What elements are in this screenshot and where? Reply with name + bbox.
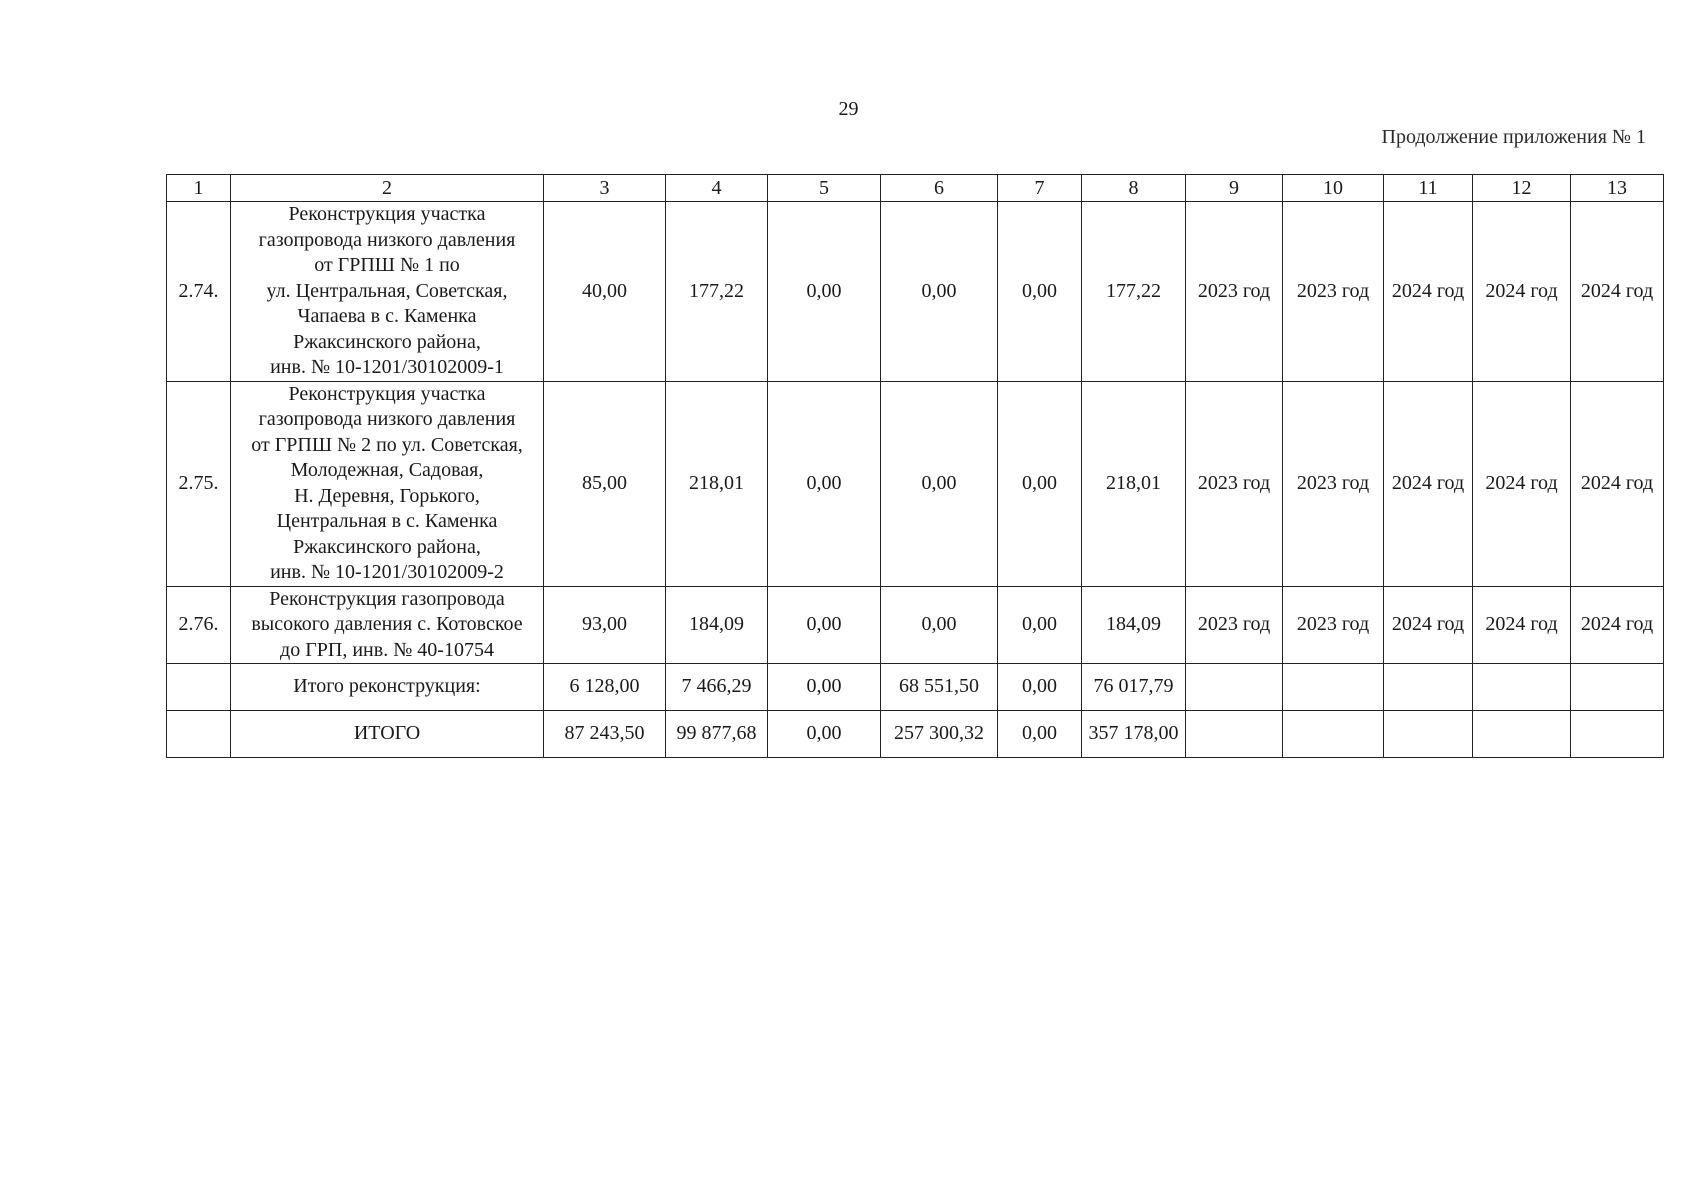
object-name-line: ул. Центральная, Советская,: [266, 279, 508, 302]
cell-col-6: 0,00: [881, 381, 998, 586]
empty-cell: [1186, 664, 1283, 711]
col-header-8: 8: [1082, 175, 1186, 202]
cell-col-10: 2023 год: [1283, 586, 1384, 664]
total-label: ИТОГО: [231, 711, 544, 758]
cell-col-3: 6 128,00: [544, 664, 666, 711]
total-row: [167, 711, 1664, 758]
object-name-line: газопровода низкого давления: [258, 408, 516, 430]
object-name: [231, 202, 544, 382]
object-name-line: Центральная в с. Каменка: [276, 510, 498, 532]
object-name-line: Ржаксинского района,: [293, 535, 481, 558]
col-header-3: 3: [544, 175, 666, 202]
col-header-4: 4: [666, 175, 768, 202]
col-header-5: 5: [768, 175, 881, 202]
cell-col-12: 2024 год: [1473, 202, 1571, 382]
object-name-line: Реконструкция газопровода: [269, 587, 505, 610]
row-number: 2.74.: [167, 202, 231, 382]
col-header-12: 12: [1473, 175, 1571, 202]
cell-col-8: 184,09: [1082, 586, 1186, 664]
cell-col-9: 2023 год: [1186, 381, 1283, 586]
object-name-line: Чапаева в с. Каменка: [297, 305, 477, 327]
object-name-line: Реконструкция участка: [288, 203, 486, 225]
cell-col-4: 7 466,29: [666, 664, 768, 711]
cell-col-6: 68 551,50: [881, 664, 998, 711]
cell-col-11: 2024 год: [1384, 586, 1473, 664]
cell-col-5: 0,00: [768, 711, 881, 758]
object-name-line: инв. № 10-1201/30102009-1: [270, 356, 504, 378]
col-header-7: 7: [998, 175, 1082, 202]
cell-col-10: 2023 год: [1283, 202, 1384, 382]
empty-cell: [1283, 711, 1384, 758]
object-name-line: инв. № 10-1201/30102009-2: [270, 561, 504, 583]
cell-col-6: 0,00: [881, 586, 998, 664]
col-header-10: 10: [1283, 175, 1384, 202]
cell-col-6: 0,00: [881, 202, 998, 382]
object-name-line: от ГРПШ № 2 по ул. Советская,: [251, 433, 523, 456]
cell-col-7: 0,00: [998, 711, 1082, 758]
appendix-continuation-note: Продолжение приложения № 1: [1381, 126, 1646, 148]
cell-col-11: 2024 год: [1384, 202, 1473, 382]
table-row: [167, 202, 1664, 382]
cell-col-3: 87 243,50: [544, 711, 666, 758]
empty-cell: [1473, 711, 1571, 758]
cell-col-5: 0,00: [768, 202, 881, 382]
object-name-line: от ГРПШ № 1 по: [314, 254, 460, 276]
cell-col-8: 218,01: [1082, 381, 1186, 586]
col-header-1: 1: [167, 175, 231, 202]
empty-cell: [1473, 664, 1571, 711]
col-header-11: 11: [1384, 175, 1473, 202]
object-name-line: газопровода низкого давления: [258, 228, 516, 251]
cell-col-3: 93,00: [544, 586, 666, 664]
cell-col-5: 0,00: [768, 664, 881, 711]
row-number: 2.75.: [167, 381, 231, 586]
cell-col-13: 2024 год: [1571, 586, 1664, 664]
cell-col-8: 357 178,00: [1082, 711, 1186, 758]
col-header-13: 13: [1571, 175, 1664, 202]
cell-col-12: 2024 год: [1473, 381, 1571, 586]
empty-cell: [167, 664, 231, 711]
object-name-line: Молодежная, Садовая,: [290, 459, 484, 481]
cell-col-4: 177,22: [666, 202, 768, 382]
page-number: 29: [838, 98, 859, 120]
object-name-line: до ГРП, инв. № 40-10754: [280, 638, 494, 661]
cell-col-6: 257 300,32: [881, 711, 998, 758]
empty-cell: [1384, 664, 1473, 711]
subtotal-row: [167, 664, 1664, 711]
column-number-row: [167, 175, 1664, 202]
empty-cell: [1384, 711, 1473, 758]
data-table: [166, 174, 1664, 758]
cell-col-9: 2023 год: [1186, 586, 1283, 664]
cell-col-13: 2024 год: [1571, 381, 1664, 586]
cell-col-5: 0,00: [768, 381, 881, 586]
cell-col-7: 0,00: [998, 586, 1082, 664]
table-row: [167, 381, 1664, 586]
row-number: 2.76.: [167, 586, 231, 664]
cell-col-8: 177,22: [1082, 202, 1186, 382]
object-name-line: Реконструкция участка: [288, 382, 486, 405]
cell-col-4: 99 877,68: [666, 711, 768, 758]
cell-col-5: 0,00: [768, 586, 881, 664]
table-row: [167, 586, 1664, 664]
cell-col-4: 218,01: [666, 381, 768, 586]
object-name-line: Н. Деревня, Горького,: [294, 484, 480, 507]
empty-cell: [1571, 711, 1664, 758]
empty-cell: [1571, 664, 1664, 711]
object-name-line: высокого давления с. Котовское: [251, 613, 523, 635]
cell-col-12: 2024 год: [1473, 586, 1571, 664]
empty-cell: [167, 711, 231, 758]
cell-col-3: 85,00: [544, 381, 666, 586]
subtotal-label: Итого реконструкция:: [231, 664, 544, 711]
cell-col-3: 40,00: [544, 202, 666, 382]
object-name: [231, 586, 544, 664]
empty-cell: [1283, 664, 1384, 711]
cell-col-10: 2023 год: [1283, 381, 1384, 586]
col-header-2: 2: [231, 175, 544, 202]
col-header-9: 9: [1186, 175, 1283, 202]
cell-col-4: 184,09: [666, 586, 768, 664]
cell-col-7: 0,00: [998, 381, 1082, 586]
col-header-6: 6: [881, 175, 998, 202]
cell-col-7: 0,00: [998, 664, 1082, 711]
cell-col-7: 0,00: [998, 202, 1082, 382]
cell-col-8: 76 017,79: [1082, 664, 1186, 711]
cell-col-13: 2024 год: [1571, 202, 1664, 382]
cell-col-9: 2023 год: [1186, 202, 1283, 382]
empty-cell: [1186, 711, 1283, 758]
object-name-line: Ржаксинского района,: [293, 330, 481, 353]
object-name: [231, 381, 544, 586]
cell-col-11: 2024 год: [1384, 381, 1473, 586]
